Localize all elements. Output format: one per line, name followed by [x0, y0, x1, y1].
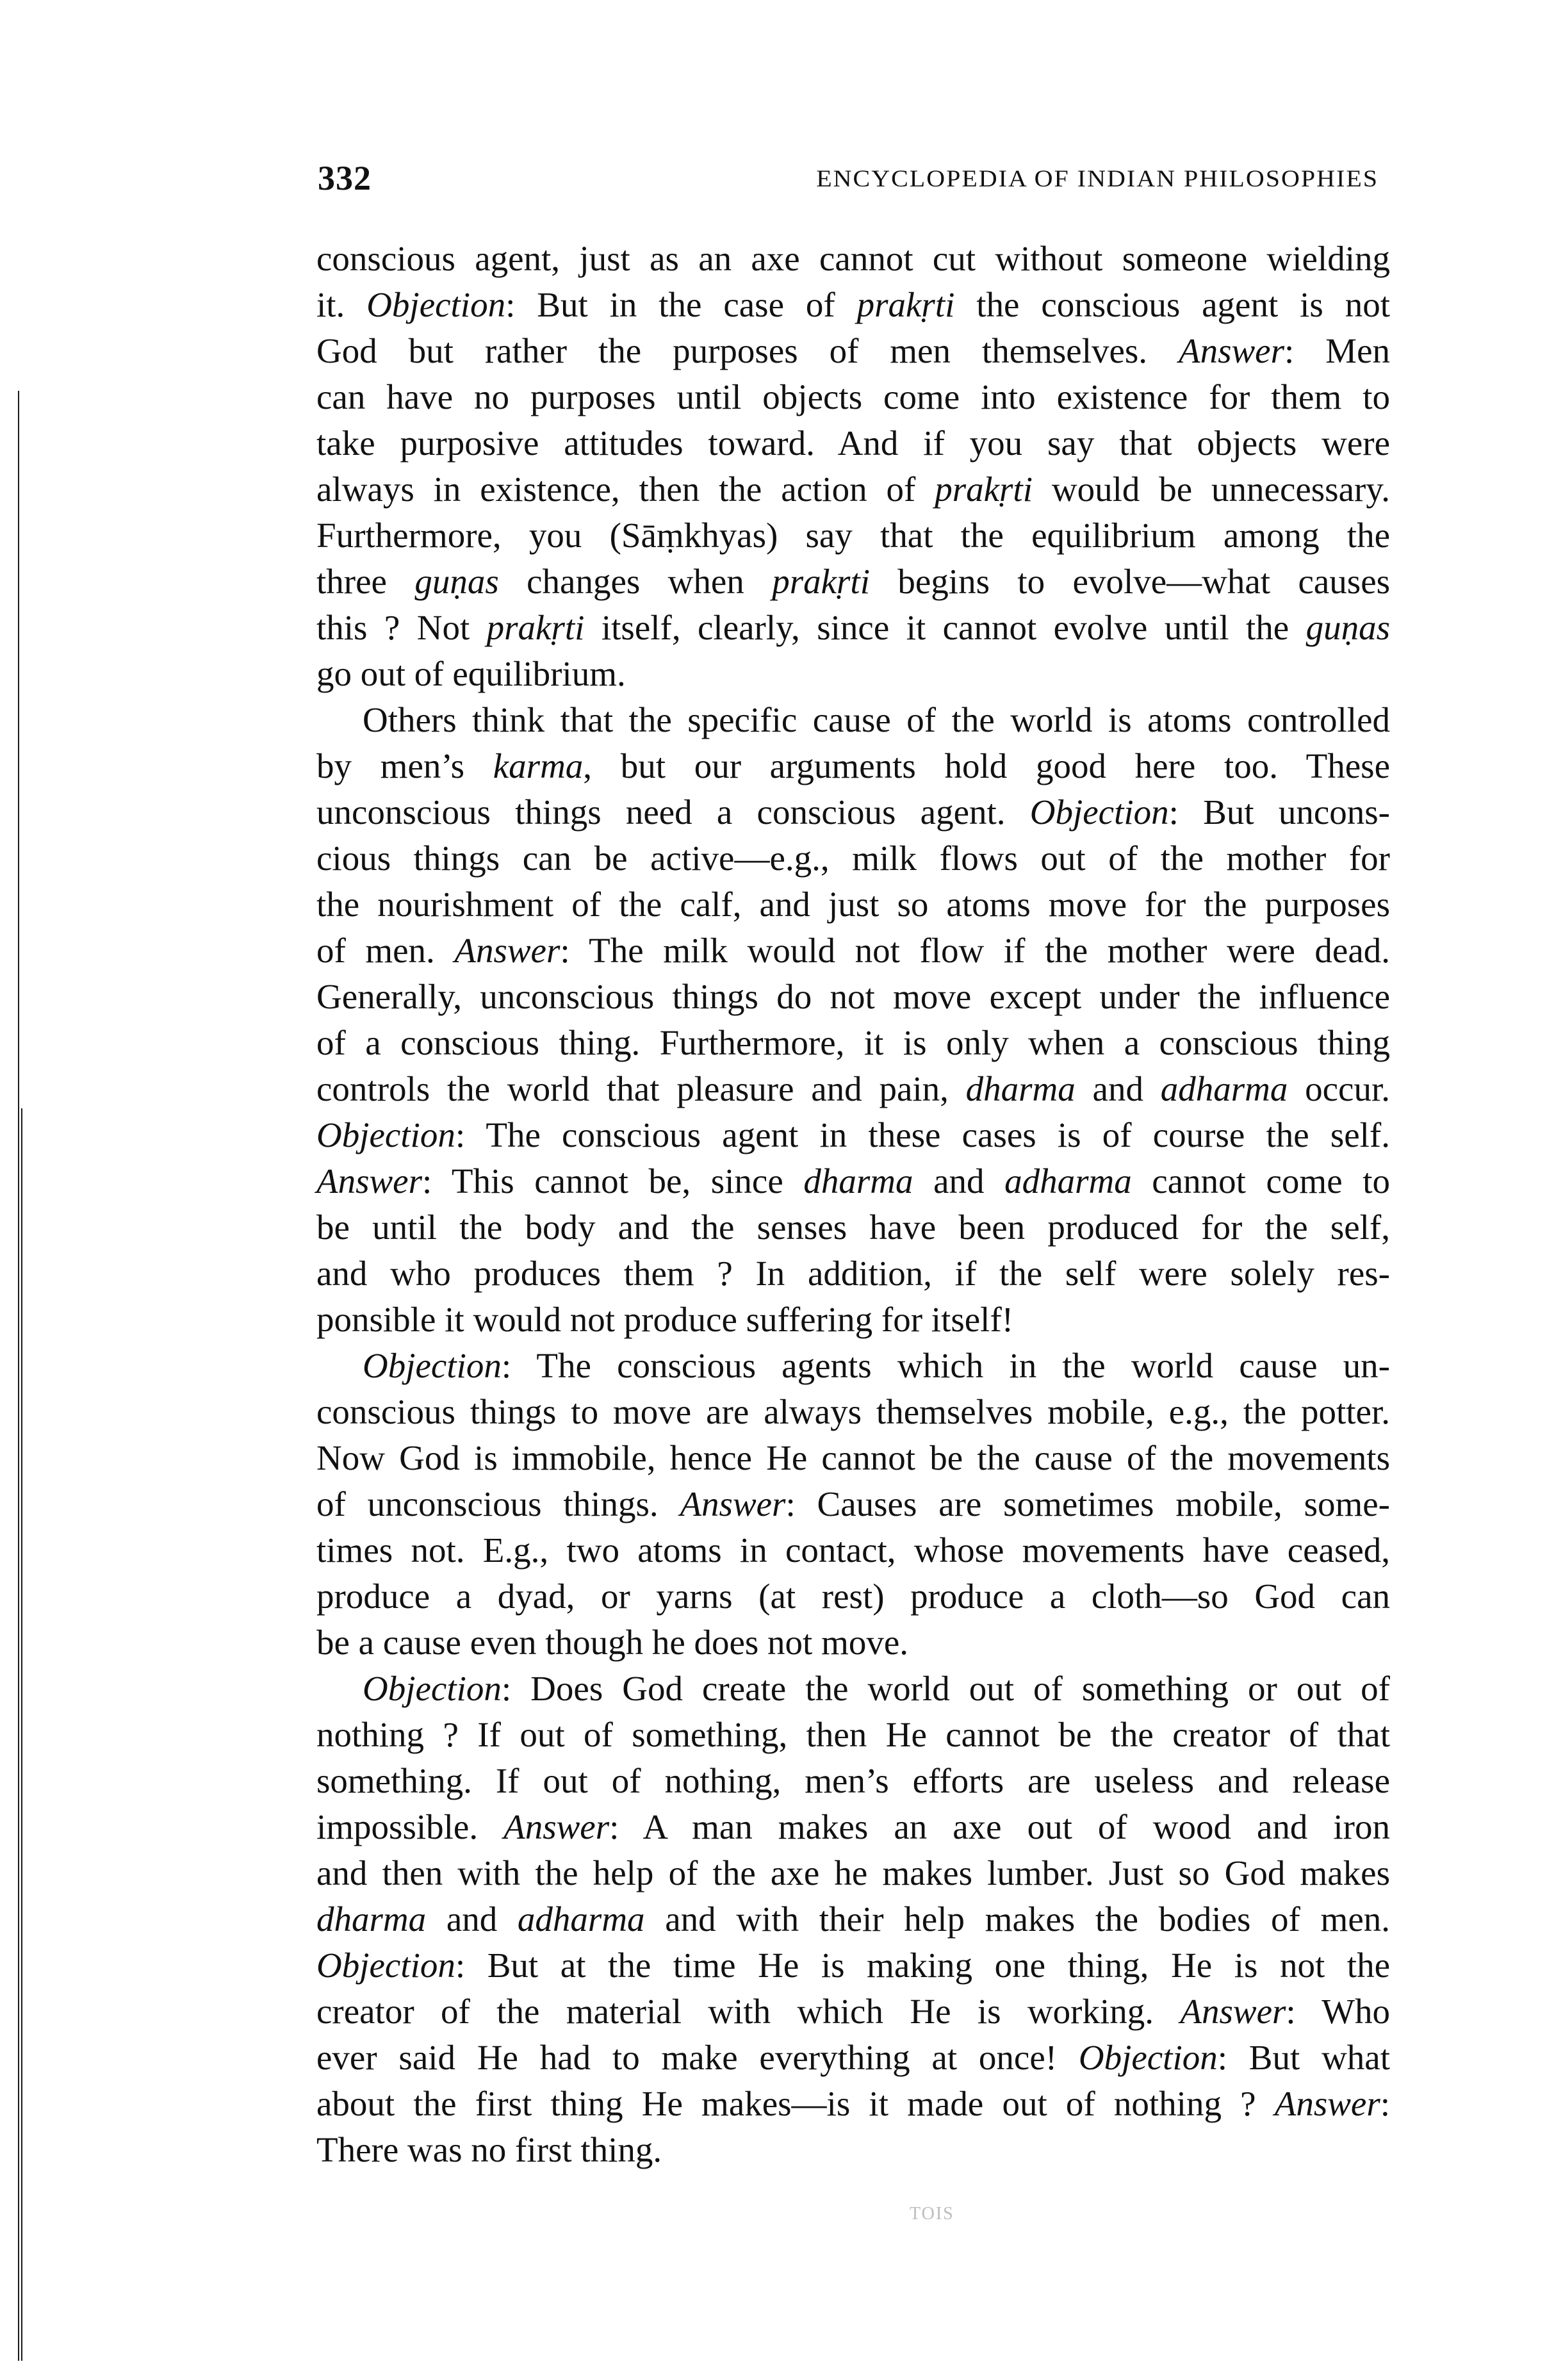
text-segment: the nourishment of the calf, and just so atoms move for the purposes: [316, 885, 1390, 924]
text-segment: about the first thing He makes—is it made out of nothing ?: [316, 2084, 1275, 2123]
text-segment: There was no first thing.: [316, 2130, 662, 2169]
text-line: [316, 282, 1390, 328]
text-line: [316, 1251, 1390, 1297]
text-segment: God but rather the purposes of men themselves.: [316, 331, 1179, 370]
text-line: [316, 1066, 1390, 1112]
text-segment: : Does God create the world out of something or out of: [501, 1669, 1390, 1708]
text-line: [316, 1435, 1390, 1481]
italic-term: Objection: [366, 285, 506, 324]
text-line: [316, 559, 1390, 605]
text-segment: be until the body and the senses have been produced for the self,: [316, 1208, 1390, 1247]
text-segment: this ? Not: [316, 608, 487, 647]
italic-term: Answer: [503, 1807, 610, 1846]
text-segment: impossible.: [316, 1807, 504, 1846]
text-segment: Generally, unconscious things do not move except under the influence: [316, 977, 1390, 1016]
italic-term: Answer: [1180, 1992, 1286, 2031]
text-segment: : The conscious agent in these cases is of course the self.: [455, 1115, 1390, 1154]
text-segment: cannot come to: [1131, 1161, 1390, 1201]
text-line: [316, 835, 1390, 882]
text-segment: and then with the help of the axe he makes lumber. Just so God makes: [316, 1853, 1390, 1892]
text-segment: and: [913, 1161, 1005, 1201]
text-line: [316, 1020, 1390, 1066]
italic-term: Objection: [1029, 792, 1169, 832]
text-line: [316, 1942, 1390, 1989]
text-segment: : This cannot be, since: [422, 1161, 804, 1201]
text-segment: produce a dyad, or yarns (at rest) produce a cloth—so God can: [316, 1577, 1390, 1616]
italic-term: guṇas: [414, 562, 499, 601]
text-line: [316, 1481, 1390, 1527]
scan-gutter-line: [18, 391, 19, 2361]
text-segment: conscious agent, just as an axe cannot cut without someone wielding: [316, 239, 1390, 278]
italic-term: dharma: [316, 1900, 427, 1939]
text-line: [316, 236, 1390, 282]
italic-term: prakṛti: [856, 285, 955, 324]
italic-term: Answer: [680, 1484, 786, 1523]
text-line: [316, 1389, 1390, 1435]
text-segment: : But uncons-: [1168, 792, 1390, 832]
running-title: ENCYCLOPEDIA OF INDIAN PHILOSOPHIES: [816, 165, 1379, 192]
text-line: [316, 1989, 1390, 2035]
text-line: [316, 974, 1390, 1020]
text-segment: creator of the material with which He is working.: [316, 1992, 1181, 2031]
text-segment: : But in the case of: [505, 285, 857, 324]
running-header: [316, 159, 1390, 197]
italic-term: Answer: [1274, 2084, 1380, 2123]
text-line: [316, 2127, 1390, 2173]
text-segment: cious things can be active—e.g., milk flows out of the mother for: [316, 839, 1390, 878]
text-line: [316, 651, 1390, 697]
text-line: [316, 1343, 1390, 1389]
text-line: [316, 1850, 1390, 1896]
text-segment: go out of equilibrium.: [316, 654, 626, 693]
italic-term: prakṛti: [486, 608, 585, 647]
text-segment: and: [1075, 1069, 1161, 1108]
text-line: [316, 1573, 1390, 1620]
text-line: [316, 466, 1390, 513]
text-segment: :: [1380, 2084, 1390, 2123]
text-segment: : Causes are sometimes mobile, some-: [785, 1484, 1390, 1523]
text-line: [316, 328, 1390, 374]
italic-term: Objection: [316, 1946, 455, 1985]
text-segment: itself, clearly, since it cannot evolve until the: [584, 608, 1306, 647]
text-line: [316, 2081, 1390, 2127]
text-segment: ponsible it would not produce suffering for itself!: [316, 1300, 1014, 1339]
text-segment: conscious things to move are always themselves mobile, e.g., the potter.: [316, 1392, 1390, 1431]
italic-term: prakṛti: [772, 562, 870, 601]
text-line: [316, 928, 1390, 974]
text-segment: : A man makes an axe out of wood and iron: [609, 1807, 1390, 1846]
text-line: [316, 1527, 1390, 1573]
italic-term: Answer: [316, 1161, 422, 1201]
text-line: [316, 1112, 1390, 1158]
text-segment: three: [316, 562, 415, 601]
text-line: [316, 605, 1390, 651]
text-segment: and who produces them ? In addition, if the self were solely res-: [316, 1254, 1390, 1293]
text-segment: always in existence, then the action of: [316, 470, 935, 509]
text-line: [316, 697, 1390, 743]
text-line: [316, 513, 1390, 559]
text-segment: : The conscious agents which in the world cause un-: [501, 1346, 1390, 1385]
text-segment: ever said He had to make everything at once!: [316, 2038, 1079, 2077]
text-segment: the conscious agent is not: [954, 285, 1390, 324]
text-segment: nothing ? If out of something, then He cannot be the creator of that: [316, 1715, 1390, 1754]
text-segment: would be unnecessary.: [1032, 470, 1390, 509]
text-line: [316, 1804, 1390, 1850]
text-line: [316, 789, 1390, 835]
text-segment: occur.: [1288, 1069, 1390, 1108]
text-line: [316, 420, 1390, 466]
text-segment: : Men: [1284, 331, 1390, 370]
text-segment: and: [426, 1900, 518, 1939]
scan-gutter-line-inner: [21, 1108, 22, 2361]
text-segment: Others think that the specific cause of the world is atoms controlled: [363, 700, 1390, 739]
italic-term: Answer: [1178, 331, 1284, 370]
text-line: [316, 1712, 1390, 1758]
italic-term: karma: [493, 746, 584, 785]
italic-term: dharma: [803, 1161, 913, 1201]
text-line: [316, 1297, 1390, 1343]
text-segment: of a conscious thing. Furthermore, it is only when a conscious thing: [316, 1023, 1390, 1062]
text-segment: changes when: [498, 562, 773, 601]
text-line: [316, 1158, 1390, 1204]
italic-term: adharma: [1160, 1069, 1288, 1108]
text-segment: something. If out of nothing, men’s efforts are useless and release: [316, 1761, 1390, 1800]
text-segment: of men.: [316, 931, 455, 970]
text-segment: : But at the time He is making one thing, He is not the: [455, 1946, 1390, 1985]
text-line: [316, 882, 1390, 928]
text-line: [316, 743, 1390, 789]
faint-stamp-artifact: TOIS: [910, 2204, 954, 2224]
body-text: [316, 236, 1390, 2173]
text-segment: of unconscious things.: [316, 1484, 680, 1523]
text-line: [316, 2035, 1390, 2081]
text-segment: : The milk would not flow if the mother were dead.: [560, 931, 1390, 970]
text-segment: by men’s: [316, 746, 493, 785]
italic-term: Objection: [316, 1115, 455, 1154]
italic-term: adharma: [517, 1900, 645, 1939]
text-segment: begins to evolve—what causes: [869, 562, 1391, 601]
italic-term: Answer: [454, 931, 561, 970]
italic-term: guṇas: [1305, 608, 1390, 647]
text-segment: take purposive attitudes toward. And if you say that objects were: [316, 423, 1390, 463]
text-segment: be a cause even though he does not move.: [316, 1623, 909, 1662]
italic-term: adharma: [1004, 1161, 1132, 1201]
text-segment: , but our arguments hold good here too. These: [583, 746, 1390, 785]
text-segment: unconscious things need a conscious agent.: [316, 792, 1030, 832]
text-segment: times not. E.g., two atoms in contact, whose movements have ceased,: [316, 1531, 1390, 1570]
italic-term: Objection: [1078, 2038, 1218, 2077]
text-line: [316, 1620, 1390, 1666]
italic-term: Objection: [363, 1669, 502, 1708]
text-line: [316, 374, 1390, 420]
page-number: 332: [318, 159, 372, 197]
text-line: [316, 1204, 1390, 1251]
italic-term: prakṛti: [935, 470, 1033, 509]
text-line: [316, 1666, 1390, 1712]
italic-term: dharma: [965, 1069, 1076, 1108]
text-line: [316, 1896, 1390, 1942]
italic-term: Objection: [363, 1346, 502, 1385]
text-segment: Now God is immobile, hence He cannot be the cause of the movements: [316, 1438, 1390, 1477]
text-segment: : Who: [1286, 1992, 1390, 2031]
text-segment: : But what: [1217, 2038, 1390, 2077]
text-segment: controls the world that pleasure and pain,: [316, 1069, 966, 1108]
text-segment: can have no purposes until objects come into existence for them to: [316, 377, 1390, 416]
text-line: [316, 1758, 1390, 1804]
text-segment: and with their help makes the bodies of men.: [644, 1900, 1390, 1939]
text-segment: it.: [316, 285, 367, 324]
text-segment: Furthermore, you (Sāṃkhyas) say that the equilibrium among the: [316, 516, 1390, 555]
